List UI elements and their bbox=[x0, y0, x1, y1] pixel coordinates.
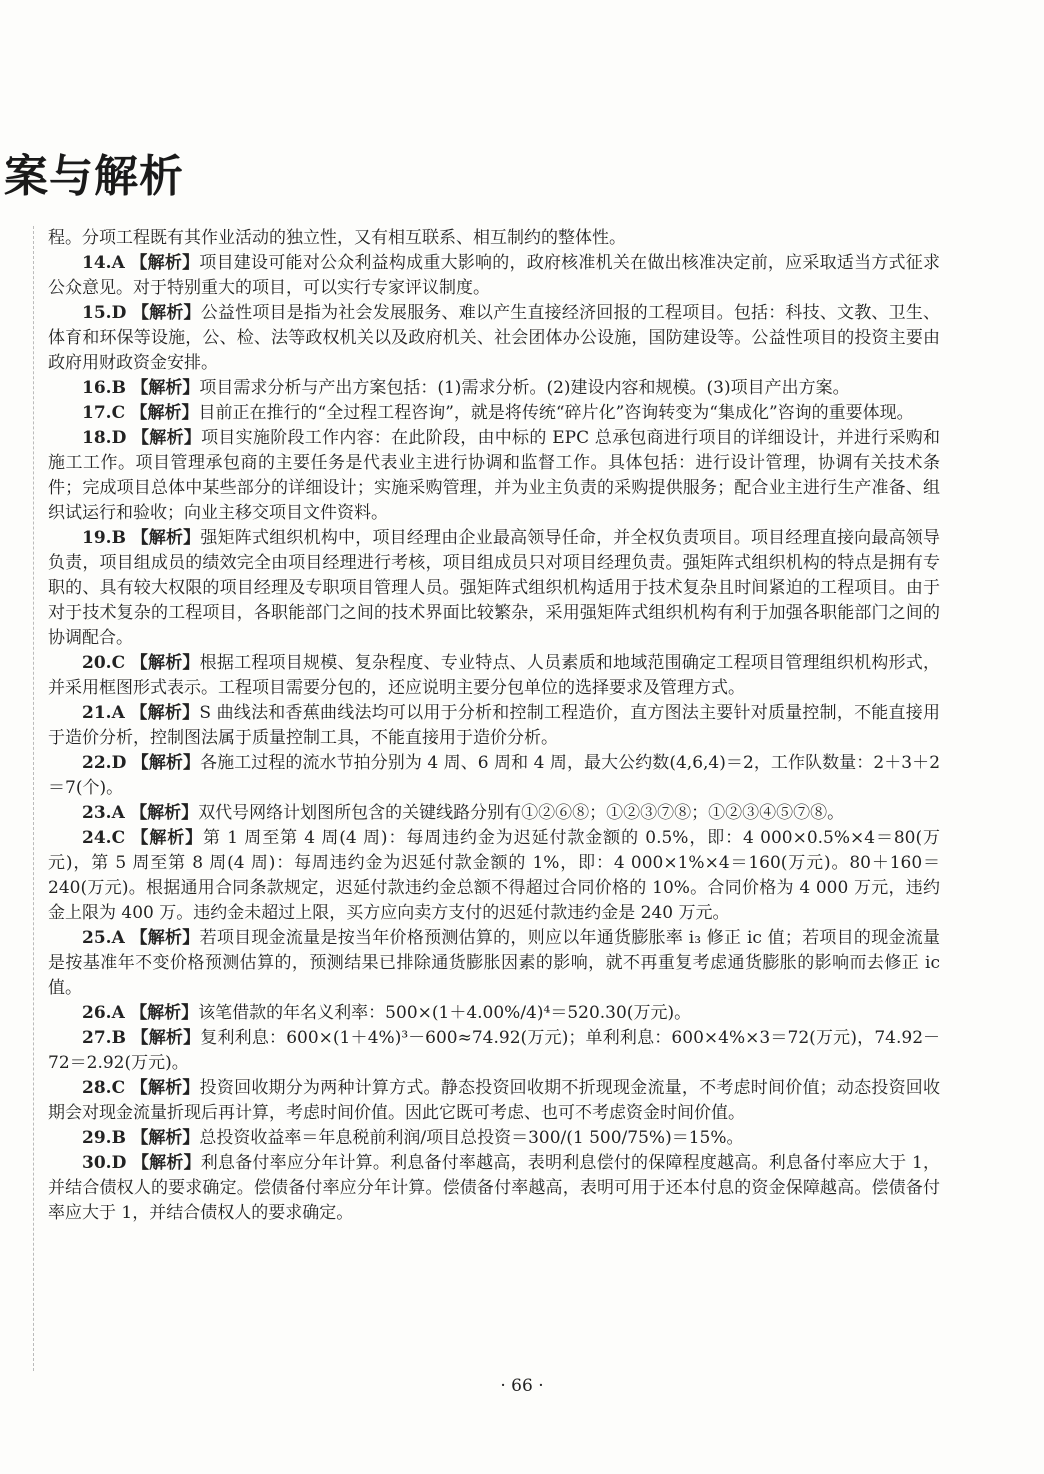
question-number: 18. bbox=[82, 428, 112, 448]
analysis-text: 项目建设可能对公众利益构成重大影响的，政府核准机关在做出核准决定前，应采取适当方式征求公众意见。对于特别重大的项目，可以实行专家评议制度。 bbox=[48, 253, 941, 298]
answer-letter: D bbox=[111, 303, 127, 323]
analysis-label: 【解析】 bbox=[131, 1028, 201, 1048]
answer-item bbox=[48, 926, 940, 1001]
analysis-text: 总投资收益率＝年息税前利润/项目总投资＝300/(1 500/75%)＝15%。 bbox=[199, 1128, 744, 1148]
answer-letter: B bbox=[111, 1028, 126, 1048]
answer-letter: C bbox=[111, 1078, 126, 1098]
answer-item bbox=[48, 1001, 940, 1026]
answer-letter: D bbox=[111, 1153, 127, 1173]
question-number: 23. bbox=[82, 803, 112, 823]
question-number: 25. bbox=[82, 928, 112, 948]
question-number: 21. bbox=[82, 703, 112, 723]
answer-letter: C bbox=[111, 653, 126, 673]
binding-cut-line bbox=[33, 226, 34, 1371]
analysis-text: 根据工程项目规模、复杂程度、专业特点、人员素质和地域范围确定工程项目管理组织机构形式，并采用框图形式表示。工程项目需要分包的，还应说明主要分包单位的选择要求及管理方式。 bbox=[48, 653, 941, 698]
analysis-label: 【解析】 bbox=[131, 528, 201, 548]
analysis-text: 项目实施阶段工作内容：在此阶段，由中标的 EPC 总承包商进行项目的详细设计，并进行采购和施工工作。项目管理承包商的主要任务是代表业主进行协调和监督工作。具体包括：进行设计管理，协调有关技术条件；完成项目总体中某些部分的详细设计；实施采购管理，并为业主负责的采购提供服务；配合业主进行生产准备、组织试运行和验收；向业主移交项目文件资料。 bbox=[48, 428, 941, 523]
answer-letter: B bbox=[111, 378, 126, 398]
answer-letter: B bbox=[111, 528, 126, 548]
answer-item bbox=[48, 751, 940, 801]
answer-letter: A bbox=[111, 1003, 125, 1023]
answer-item bbox=[48, 251, 940, 301]
answer-item bbox=[48, 1076, 940, 1126]
analysis-text: 强矩阵式组织机构中，项目经理由企业最高领导任命，并全权负责项目。项目经理直接向最高领导负责，项目组成员的绩效完全由项目经理进行考核，项目组成员只对项目经理负责。强矩阵式组织机构的特点是拥有专职的、具有较大权限的项目经理及专职项目管理人员。强矩阵式组织机构适用于技术复杂且时间紧迫的工程项目。由于对于技术复杂的工程项目，各职能部门之间的技术界面比较繁杂，采用强矩阵式组织机构有利于加强各职能部门之间的协调配合。 bbox=[48, 528, 941, 648]
question-number: 22. bbox=[82, 753, 112, 773]
analysis-label: 【解析】 bbox=[130, 253, 200, 273]
question-number: 16. bbox=[82, 378, 112, 398]
answer-item bbox=[48, 801, 940, 826]
continued-paragraph: 程。分项工程既有其作业活动的独立性，又有相互联系、相互制约的整体性。 bbox=[48, 228, 626, 248]
analysis-label: 【解析】 bbox=[130, 703, 200, 723]
question-number: 27. bbox=[82, 1028, 112, 1048]
question-number: 28. bbox=[82, 1078, 112, 1098]
analysis-label: 【解析】 bbox=[130, 403, 199, 423]
analysis-text: 该笔借款的年名义利率：500×(1＋4.00%/4)⁴＝520.30(万元)。 bbox=[198, 1003, 692, 1023]
question-number: 20. bbox=[82, 653, 112, 673]
answer-item bbox=[48, 426, 940, 526]
answer-letter: B bbox=[111, 1128, 126, 1148]
answer-item bbox=[48, 1151, 940, 1226]
answer-letter: D bbox=[111, 428, 127, 448]
analysis-label: 【解析】 bbox=[131, 1153, 201, 1173]
question-number: 24. bbox=[82, 828, 112, 848]
question-number: 30. bbox=[82, 1153, 112, 1173]
question-number: 26. bbox=[82, 1003, 112, 1023]
analysis-text: 项目需求分析与产出方案包括：(1)需求分析。(2)建设内容和规模。(3)项目产出方案。 bbox=[199, 378, 850, 398]
analysis-label: 【解析】 bbox=[131, 378, 200, 398]
analysis-label: 【解析】 bbox=[130, 1078, 200, 1098]
answer-letter: C bbox=[111, 403, 126, 423]
question-number: 17. bbox=[82, 403, 112, 423]
analysis-text: 第 1 周至第 4 周(4 周)：每周违约金为迟延付款金额的 0.5%，即：4 000×0.5%×4＝80(万元)，第 5 周至第 8 周(4 周)：每周违约金为迟延付款金额的 1%，即：4 000×1%×4＝160(万元)。80＋160＝240(万元)。根据通用合同条款规定，迟延付款违约金总额不得超过合同价格的 10%。合同价格为 4 000 万元，违约金上限为 400 万。违约金未超过上限，买方应向卖方支付的迟延付款违约金是 240 万元。 bbox=[48, 828, 941, 923]
analysis-label: 【解析】 bbox=[130, 653, 200, 673]
analysis-text: 公益性项目是指为社会发展服务、难以产生直接经济回报的工程项目。包括：科技、文教、卫生、体育和环保等设施，公、检、法等政权机关以及政府机关、社会团体办公设施，国防建设等。公益性项目的投资主要由政府用财政资金安排。 bbox=[48, 303, 941, 373]
analysis-label: 【解析】 bbox=[131, 1128, 200, 1148]
analysis-text: 目前正在推行的“全过程工程咨询”，就是将传统“碎片化”咨询转变为“集成化”咨询的重要体现。 bbox=[198, 403, 914, 423]
answer-list bbox=[48, 251, 940, 1226]
answer-letter: D bbox=[111, 753, 127, 773]
answer-item bbox=[48, 1126, 940, 1151]
analysis-label: 【解析】 bbox=[130, 1003, 199, 1023]
answer-item bbox=[48, 401, 940, 426]
answer-letter: A bbox=[111, 803, 125, 823]
question-number: 19. bbox=[82, 528, 112, 548]
question-number: 15. bbox=[82, 303, 112, 323]
analysis-label: 【解析】 bbox=[131, 828, 203, 848]
page-number: · 66 · bbox=[500, 1376, 544, 1396]
answer-item bbox=[48, 526, 940, 651]
analysis-label: 【解析】 bbox=[131, 753, 201, 773]
analysis-label: 【解析】 bbox=[130, 803, 199, 823]
answer-item bbox=[48, 701, 940, 751]
analysis-text: S 曲线法和香蕉曲线法均可以用于分析和控制工程造价，直方图法主要针对质量控制，不能直接用于造价分析，控制图法属于质量控制工具，不能直接用于造价分析。 bbox=[48, 703, 940, 748]
answer-letter: C bbox=[111, 828, 126, 848]
answer-letter: A bbox=[111, 928, 125, 948]
analysis-text: 若项目现金流量是按当年价格预测估算的，则应以年通货膨胀率 i₃ 修正 ic 值；若项目的现金流量是按基准年不变价格预测估算的，预测结果已排除通货膨胀因素的影响，就不再重复考虑通货膨胀的影响而去修正 ic 值。 bbox=[48, 928, 941, 998]
analysis-label: 【解析】 bbox=[131, 303, 201, 323]
analysis-text: 双代号网络计划图所包含的关键线路分别有①②⑥⑧；①②③⑦⑧；①②③④⑤⑦⑧。 bbox=[198, 803, 845, 823]
answer-content bbox=[48, 226, 940, 1226]
analysis-text: 复利利息：600×(1＋4%)³－600≈74.92(万元)；单利利息：600×4%×3＝72(万元)，74.92－72＝2.92(万元)。 bbox=[48, 1028, 941, 1073]
answer-item bbox=[48, 1026, 940, 1076]
analysis-text: 投资回收期分为两种计算方式。静态投资回收期不折现现金流量，不考虑时间价值；动态投资回收期会对现金流量折现后再计算，考虑时间价值。因此它既可考虑、也可不考虑资金时间价值。 bbox=[48, 1078, 941, 1123]
question-number: 14. bbox=[82, 253, 112, 273]
question-number: 29. bbox=[82, 1128, 112, 1148]
analysis-text: 各施工过程的流水节拍分别为 4 周、6 周和 4 周，最大公约数(4,6,4)＝2，工作队数量：2＋3＋2＝7(个)。 bbox=[48, 753, 941, 798]
answer-letter: A bbox=[111, 703, 125, 723]
answer-letter: A bbox=[111, 253, 125, 273]
answer-item bbox=[48, 826, 940, 926]
analysis-label: 【解析】 bbox=[130, 928, 200, 948]
analysis-text: 利息备付率应分年计算。利息备付率越高，表明利息偿付的保障程度越高。利息备付率应大于 1，并结合债权人的要求确定。偿债备付率应分年计算。偿债备付率越高，表明可用于还本付息的资金保障越高。偿债备付率应大于 1，并结合债权人的要求确定。 bbox=[48, 1153, 941, 1223]
analysis-label: 【解析】 bbox=[132, 428, 202, 448]
answer-item bbox=[48, 301, 940, 376]
answer-item bbox=[48, 376, 940, 401]
section-heading: 案与解析 bbox=[4, 151, 184, 202]
answer-item bbox=[48, 651, 940, 701]
